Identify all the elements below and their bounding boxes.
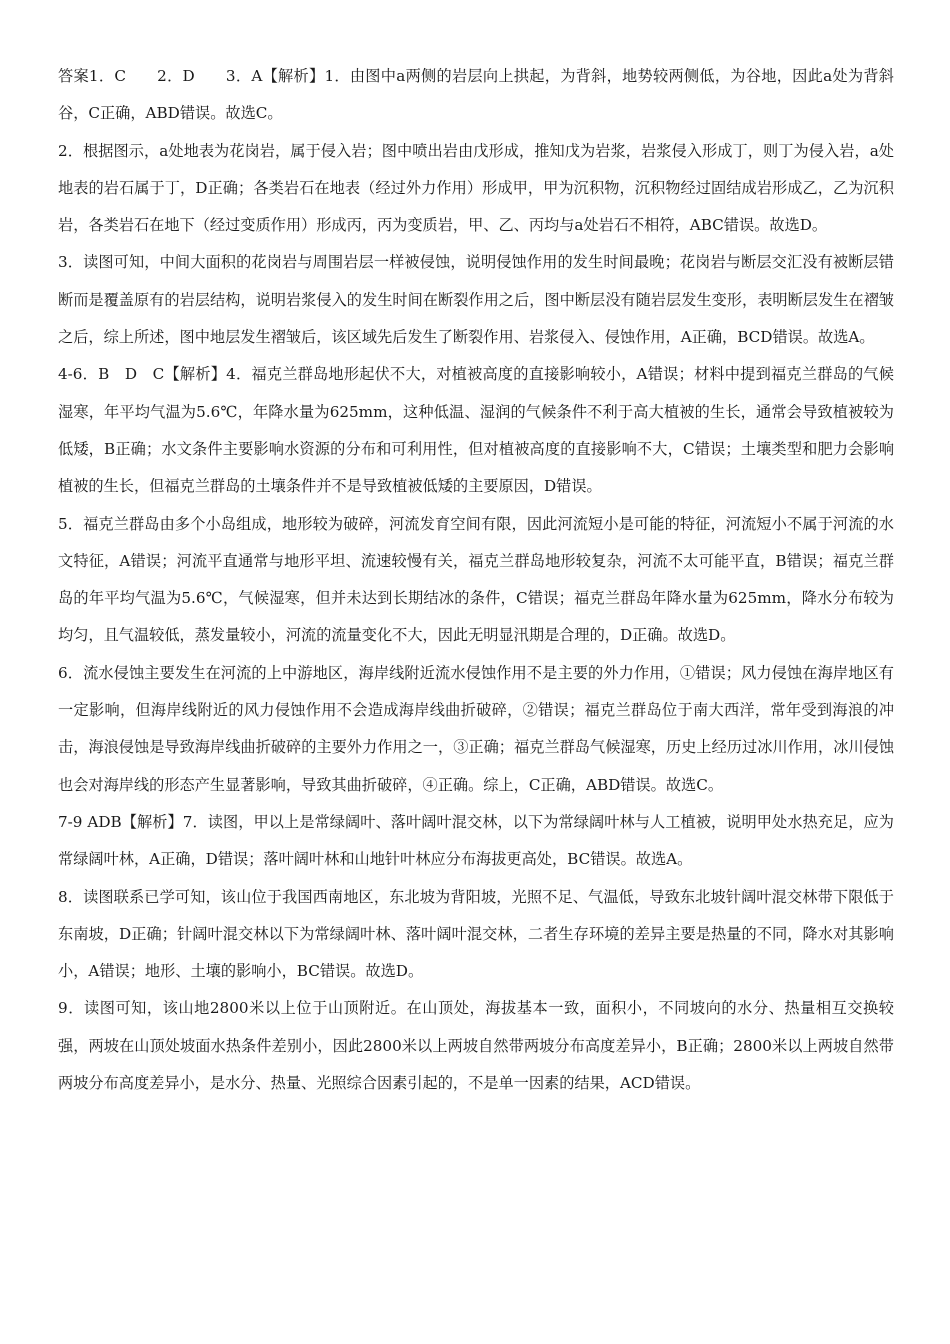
answer-explanation-page: [58, 58, 894, 1102]
answer-paragraph-7-9: 7-9 ADB【解析】7．读图，甲以上是常绿阔叶、落叶阔叶混交林，以下为常绿阔叶林与人工植被，说明甲处水热充足，应为常绿阔叶林，A正确，D错误；落叶阔叶林和山地针叶林应分布海拔更高处，BC错误。故选A。: [58, 812, 894, 869]
answer-paragraph-4-6: 4-6．B D C【解析】4．福克兰群岛地形起伏不大，对植被高度的直接影响较小，A错误；材料中提到福克兰群岛的气候湿寒，年平均气温为5.6℃，年降水量为625mm，这种低温、湿润的气候条件不利于高大植被的生长，通常会导致植被较为低矮，B正确；水文条件主要影响水资源的分布和可利用性，但对植被高度的直接影响不大，C错误；土壤类型和肥力会影响植被的生长，但福克兰群岛的土壤条件并不是导致植被低矮的主要原因，D错误。: [58, 365, 894, 496]
explanation-paragraph-8: 8．读图联系已学可知，该山位于我国西南地区，东北坡为背阳坡，光照不足、气温低，导致东北坡针阔叶混交林带下限低于东南坡，D正确；针阔叶混交林以下为常绿阔叶林、落叶阔叶混交林，二者生存环境的差异主要是热量的不同，降水对其影响小，A错误；地形、土壤的影响小，BC错误。故选D。: [58, 887, 894, 981]
explanation-paragraph-3: 3．读图可知，中间大面积的花岗岩与周围岩层一样被侵蚀，说明侵蚀作用的发生时间最晚；花岗岩与断层交汇没有被断层错断而是覆盖原有的岩层结构，说明岩浆侵入的发生时间在断裂作用之后，图中断层没有随岩层发生变形，表明断层发生在褶皱之后，综上所述，图中地层发生褶皱后，该区域先后发生了断裂作用、岩浆侵入、侵蚀作用，A正确，BCD错误。故选A。: [58, 253, 894, 347]
explanation-paragraph-9: 9．读图可知，该山地2800米以上位于山顶附近。在山顶处，海拔基本一致，面积小，不同坡向的水分、热量相互交换较强，两坡在山顶处坡面水热条件差别小，因此2800米以上两坡自然带两坡分布高度差异小，B正确；2800米以上两坡自然带两坡分布高度差异小，是水分、热量、光照综合因素引起的，不是单一因素的结果，ACD错误。: [58, 999, 894, 1093]
answer-paragraph-1-3: 答案1．C 2．D 3．A【解析】1．由图中a两侧的岩层向上拱起，为背斜，地势较两侧低，为谷地，因此a处为背斜谷，C正确，ABD错误。故选C。: [58, 67, 894, 123]
explanation-paragraph-5: 5．福克兰群岛由多个小岛组成，地形较为破碎，河流发育空间有限，因此河流短小是可能的特征，河流短小不属于河流的水文特征，A错误；河流平直通常与地形平坦、流速较慢有关，福克兰群岛地形较复杂，河流不太可能平直，B错误；福克兰群岛的年平均气温为5.6℃，气候湿寒，但并未达到长期结冰的条件，C错误；福克兰群岛年降水量为625mm，降水分布较为均匀，且气温较低，蒸发量较小，河流的流量变化不大，因此无明显汛期是合理的，D正确。故选D。: [58, 514, 894, 645]
explanation-paragraph-2: 2．根据图示，a处地表为花岗岩，属于侵入岩；图中喷出岩由戊形成，推知戊为岩浆，岩浆侵入形成丁，则丁为侵入岩，a处地表的岩石属于丁，D正确；各类岩石在地表（经过外力作用）形成甲，甲为沉积物，沉积物经过固结成岩形成乙，乙为沉积岩，各类岩石在地下（经过变质作用）形成丙，丙为变质岩，甲、乙、丙均与a处岩石不相符，ABC错误。故选D。: [58, 141, 894, 235]
explanation-paragraph-6: 6．流水侵蚀主要发生在河流的上中游地区，海岸线附近流水侵蚀作用不是主要的外力作用，①错误；风力侵蚀在海岸地区有一定影响，但海岸线附近的风力侵蚀作用不会造成海岸线曲折破碎，②错误；福克兰群岛位于南大西洋，常年受到海浪的冲击，海浪侵蚀是导致海岸线曲折破碎的主要外力作用之一，③正确；福克兰群岛气候湿寒，历史上经历过冰川作用，冰川侵蚀也会对海岸线的形态产生显著影响，导致其曲折破碎，④正确。综上，C正确，ABD错误。故选C。: [58, 663, 894, 794]
